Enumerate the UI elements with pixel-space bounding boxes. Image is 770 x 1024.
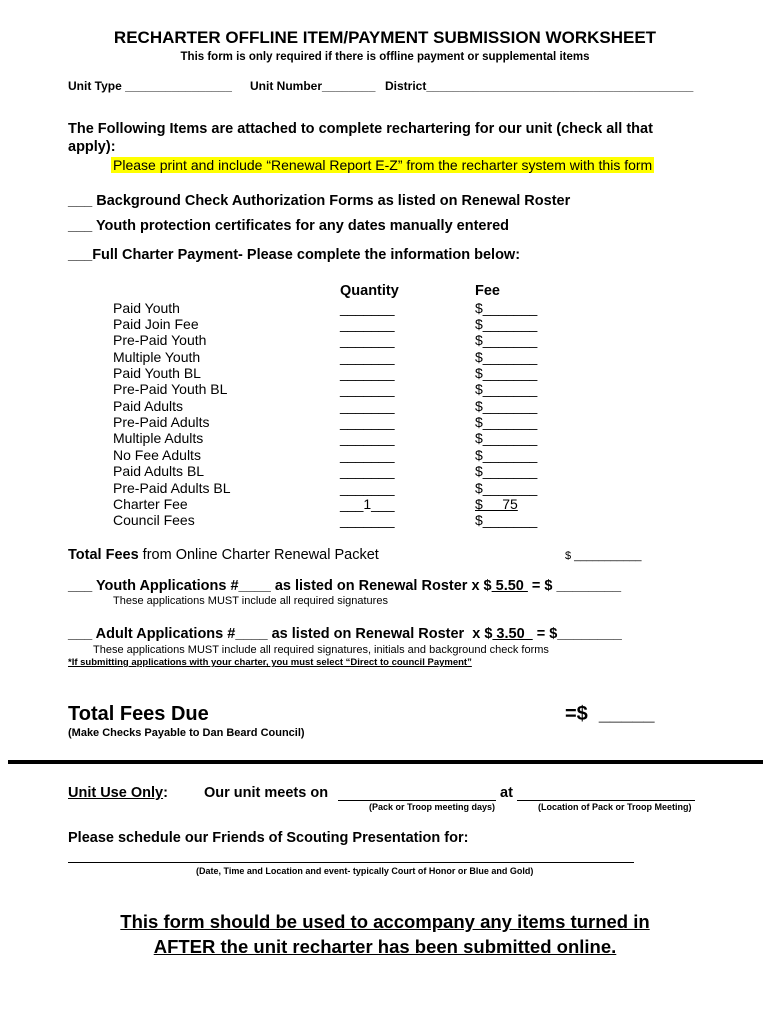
row-label: Paid Join Fee	[113, 316, 199, 332]
row-fee[interactable]: $_______	[475, 463, 538, 479]
highlight-text: Please print and include “Renewal Report E-Z” from the recharter system with this form	[113, 157, 653, 173]
row-fee[interactable]: $_______	[475, 430, 538, 446]
row-fee[interactable]: $_______	[475, 349, 538, 365]
meets-on-label: Our unit meets on	[204, 785, 329, 801]
youth-applications-line[interactable]	[68, 578, 621, 594]
row-label: Pre-Paid Adults BL	[113, 480, 231, 496]
row-label: Pre-Paid Youth BL	[113, 381, 228, 397]
adult-applications-line[interactable]	[68, 626, 622, 642]
row-quantity[interactable]: _______	[340, 447, 395, 463]
online-total-label: Total Fees	[68, 547, 139, 563]
presentation-details-field[interactable]	[68, 862, 634, 863]
direct-payment-note: *If submitting applications with your charter, you must select “Direct to council Payment”	[68, 657, 472, 668]
page-title: RECHARTER OFFLINE ITEM/PAYMENT SUBMISSION WORKSHEET	[113, 28, 657, 47]
row-fee[interactable]: $_______	[475, 332, 538, 348]
row-fee[interactable]: $_______	[475, 381, 538, 397]
meeting-location-caption: (Location of Pack or Troop Meeting)	[538, 802, 692, 812]
footer-note-line1: This form should be used to accompany any items turned in	[120, 911, 650, 932]
meeting-location-field[interactable]	[517, 800, 695, 801]
district-field[interactable]: District________________________________________	[385, 79, 694, 93]
row-fee[interactable]: $_______	[475, 398, 538, 414]
row-quantity[interactable]: _______	[340, 332, 395, 348]
attached-heading: The Following Items are attached to complete rechartering for our unit (check all that	[68, 121, 653, 137]
row-label: Paid Youth	[113, 300, 180, 316]
row-quantity[interactable]: _______	[340, 300, 395, 316]
row-fee[interactable]: $_______	[475, 316, 538, 332]
row-quantity[interactable]: _______	[340, 398, 395, 414]
online-total-desc: from Online Charter Renewal Packet	[138, 547, 379, 563]
row-fee[interactable]: $_______	[475, 480, 538, 496]
adult-applications-note: These applications MUST include all required signatures, initials and background check forms	[93, 644, 549, 656]
meeting-days-caption: (Pack or Troop meeting days)	[369, 802, 496, 812]
row-quantity[interactable]: _______	[340, 430, 395, 446]
row-quantity[interactable]: _______	[340, 381, 395, 397]
row-label: Multiple Youth	[113, 349, 201, 365]
row-label: Charter Fee	[113, 496, 188, 512]
row-quantity[interactable]: _______	[340, 512, 395, 528]
youth-applications-note: These applications MUST include all required signatures	[113, 595, 388, 607]
full-charter-payment-item[interactable]: ___Full Charter Payment- Please complete the information below:	[68, 247, 521, 263]
quantity-header: Quantity	[340, 283, 399, 299]
footer-note-line2: AFTER the unit recharter has been submitted online.	[153, 936, 617, 957]
renewal-report-note	[111, 157, 654, 175]
row-fee[interactable]: $_______	[475, 512, 538, 528]
row-quantity[interactable]: ___1___	[340, 496, 395, 512]
row-quantity[interactable]: _______	[340, 349, 395, 365]
row-quantity[interactable]: _______	[340, 480, 395, 496]
total-fees-due-amount[interactable]: =$ _____	[565, 703, 655, 725]
row-label: No Fee Adults	[113, 447, 201, 463]
presentation-caption: (Date, Time and Location and event- typically Court of Honor or Blue and Gold)	[196, 866, 534, 876]
youth-apps-text: ___ Youth Applications #____ as listed on Renewal Roster x $	[68, 578, 492, 594]
section-divider	[8, 760, 763, 764]
row-label: Paid Youth BL	[113, 365, 201, 381]
attached-heading-cont: apply):	[68, 139, 116, 155]
row-label: Pre-Paid Adults	[113, 414, 210, 430]
row-fee[interactable]: $_______	[475, 447, 538, 463]
adult-rate: 3.50	[492, 626, 533, 642]
page-subtitle: This form is only required if there is offline payment or supplemental items	[180, 51, 590, 63]
row-fee[interactable]: $_______	[475, 300, 538, 316]
row-label: Paid Adults	[113, 398, 184, 414]
row-label: Council Fees	[113, 512, 195, 528]
unit-use-only-label: Unit Use Only:	[68, 785, 168, 801]
row-label: Paid Adults BL	[113, 463, 205, 479]
row-quantity[interactable]: _______	[340, 365, 395, 381]
background-check-item[interactable]: ___ Background Check Authorization Forms as listed on Renewal Roster	[68, 193, 571, 209]
friends-of-scouting-label: Please schedule our Friends of Scouting Presentation for:	[68, 830, 469, 846]
row-fee[interactable]: $_______	[475, 365, 538, 381]
row-label: Multiple Adults	[113, 430, 204, 446]
row-quantity[interactable]: _______	[340, 463, 395, 479]
row-fee[interactable]: $_______	[475, 414, 538, 430]
online-total-line	[68, 547, 379, 563]
at-label: at	[500, 785, 513, 801]
row-fee[interactable]: $ 75	[475, 496, 518, 512]
youth-protection-item[interactable]: ___ Youth protection certificates for any dates manually entered	[68, 218, 510, 234]
youth-total[interactable]: = $ ________	[527, 578, 622, 594]
adult-apps-text: ___ Adult Applications #____ as listed on Renewal Roster x $	[68, 626, 493, 642]
online-total-amount[interactable]: $ ___________	[565, 550, 642, 562]
checks-payable-note: (Make Checks Payable to Dan Beard Council)	[68, 727, 305, 739]
row-quantity[interactable]: _______	[340, 414, 395, 430]
unit-type-field[interactable]: Unit Type ________________	[68, 79, 232, 93]
row-quantity[interactable]: _______	[340, 316, 395, 332]
youth-rate: 5.50	[491, 578, 528, 594]
fee-header: Fee	[475, 283, 500, 299]
row-label: Pre-Paid Youth	[113, 332, 207, 348]
total-fees-due-label: Total Fees Due	[68, 703, 209, 725]
adult-total[interactable]: = $________	[532, 626, 622, 642]
meeting-days-field[interactable]	[338, 800, 496, 801]
unit-number-field[interactable]: Unit Number________	[250, 79, 376, 93]
